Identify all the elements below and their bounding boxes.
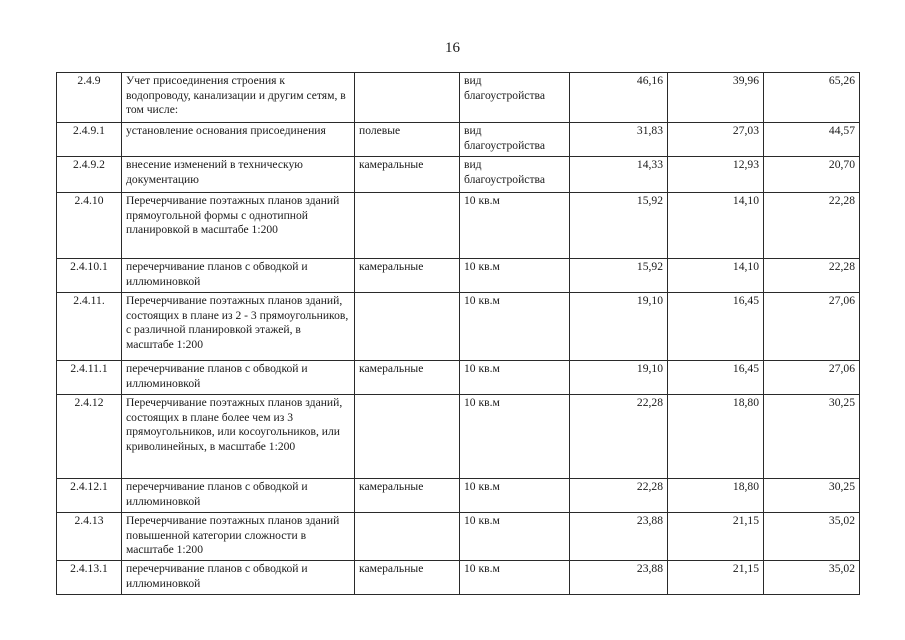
- unit-cell: 10 кв.м: [460, 293, 570, 361]
- item-number-cell: 2.4.9.2: [57, 157, 122, 193]
- item-number-cell: 2.4.12.1: [57, 479, 122, 513]
- unit-cell: 10 кв.м: [460, 361, 570, 395]
- unit-cell: вид благоустройства: [460, 73, 570, 123]
- price-1-cell: 19,10: [570, 293, 668, 361]
- table-row: [57, 361, 860, 395]
- description-cell: перечерчивание планов с обводкой и иллюминовкой: [122, 561, 355, 595]
- price-1-cell: 23,88: [570, 513, 668, 561]
- work-type-cell: камеральные: [355, 157, 460, 193]
- price-2-cell: 14,10: [668, 259, 764, 293]
- table-row: [57, 395, 860, 479]
- item-number-cell: 2.4.13: [57, 513, 122, 561]
- price-2-cell: 18,80: [668, 479, 764, 513]
- work-type-cell: камеральные: [355, 561, 460, 595]
- work-type-cell: камеральные: [355, 479, 460, 513]
- price-1-cell: 23,88: [570, 561, 668, 595]
- unit-cell: вид благоустройства: [460, 123, 570, 157]
- price-3-cell: 30,25: [764, 479, 860, 513]
- table-row: [57, 157, 860, 193]
- work-type-cell: полевые: [355, 123, 460, 157]
- item-number-cell: 2.4.12: [57, 395, 122, 479]
- price-3-cell: 44,57: [764, 123, 860, 157]
- work-type-cell: [355, 193, 460, 259]
- price-2-cell: 27,03: [668, 123, 764, 157]
- unit-cell: 10 кв.м: [460, 259, 570, 293]
- item-number-cell: 2.4.10.1: [57, 259, 122, 293]
- price-3-cell: 65,26: [764, 73, 860, 123]
- table-row: [57, 561, 860, 595]
- description-cell: внесение изменений в техническую документацию: [122, 157, 355, 193]
- description-cell: установление основания присоединения: [122, 123, 355, 157]
- item-number-cell: 2.4.9.1: [57, 123, 122, 157]
- table-row: [57, 513, 860, 561]
- price-1-cell: 22,28: [570, 395, 668, 479]
- price-3-cell: 27,06: [764, 361, 860, 395]
- price-2-cell: 18,80: [668, 395, 764, 479]
- item-number-cell: 2.4.13.1: [57, 561, 122, 595]
- unit-cell: 10 кв.м: [460, 395, 570, 479]
- description-cell: перечерчивание планов с обводкой и иллюминовкой: [122, 479, 355, 513]
- price-2-cell: 14,10: [668, 193, 764, 259]
- unit-cell: 10 кв.м: [460, 561, 570, 595]
- price-3-cell: 30,25: [764, 395, 860, 479]
- description-cell: Перечерчивание поэтажных планов зданий прямоугольной формы с однотипной планировкой в масштабе 1:200: [122, 193, 355, 259]
- price-1-cell: 14,33: [570, 157, 668, 193]
- price-1-cell: 22,28: [570, 479, 668, 513]
- price-1-cell: 31,83: [570, 123, 668, 157]
- price-3-cell: 27,06: [764, 293, 860, 361]
- item-number-cell: 2.4.10: [57, 193, 122, 259]
- table-row: [57, 479, 860, 513]
- price-2-cell: 39,96: [668, 73, 764, 123]
- price-3-cell: 22,28: [764, 193, 860, 259]
- tariff-table: [56, 72, 860, 595]
- table-row: [57, 293, 860, 361]
- price-2-cell: 16,45: [668, 293, 764, 361]
- table-row: [57, 259, 860, 293]
- price-1-cell: 15,92: [570, 259, 668, 293]
- price-2-cell: 21,15: [668, 561, 764, 595]
- item-number-cell: 2.4.9: [57, 73, 122, 123]
- table-row: [57, 73, 860, 123]
- price-1-cell: 19,10: [570, 361, 668, 395]
- price-1-cell: 15,92: [570, 193, 668, 259]
- price-2-cell: 12,93: [668, 157, 764, 193]
- work-type-cell: [355, 395, 460, 479]
- price-2-cell: 16,45: [668, 361, 764, 395]
- table-body: [57, 73, 860, 595]
- price-1-cell: 46,16: [570, 73, 668, 123]
- description-cell: перечерчивание планов с обводкой и иллюминовкой: [122, 361, 355, 395]
- description-cell: Учет присоединения строения к водопроводу, канализации и другим сетям, в том числе:: [122, 73, 355, 123]
- unit-cell: 10 кв.м: [460, 193, 570, 259]
- price-3-cell: 22,28: [764, 259, 860, 293]
- page-number: 16: [445, 40, 460, 56]
- table-row: [57, 193, 860, 259]
- price-3-cell: 35,02: [764, 561, 860, 595]
- price-3-cell: 35,02: [764, 513, 860, 561]
- item-number-cell: 2.4.11.: [57, 293, 122, 361]
- item-number-cell: 2.4.11.1: [57, 361, 122, 395]
- unit-cell: 10 кв.м: [460, 513, 570, 561]
- description-cell: перечерчивание планов с обводкой и иллюминовкой: [122, 259, 355, 293]
- work-type-cell: камеральные: [355, 361, 460, 395]
- description-cell: Перечерчивание поэтажных планов зданий повышенной категории сложности в масштабе 1:200: [122, 513, 355, 561]
- description-cell: Перечерчивание поэтажных планов зданий, состоящих в плане более чем из 3 прямоугольников, или косоугольников, или криволинейных, в масштабе 1:200: [122, 395, 355, 479]
- table-row: [57, 123, 860, 157]
- work-type-cell: [355, 73, 460, 123]
- work-type-cell: [355, 513, 460, 561]
- unit-cell: вид благоустройства: [460, 157, 570, 193]
- price-3-cell: 20,70: [764, 157, 860, 193]
- description-cell: Перечерчивание поэтажных планов зданий, состоящих в плане из 2 - 3 прямоугольников, с различной планировкой этажей, в масштабе 1:200: [122, 293, 355, 361]
- price-2-cell: 21,15: [668, 513, 764, 561]
- unit-cell: 10 кв.м: [460, 479, 570, 513]
- work-type-cell: [355, 293, 460, 361]
- work-type-cell: камеральные: [355, 259, 460, 293]
